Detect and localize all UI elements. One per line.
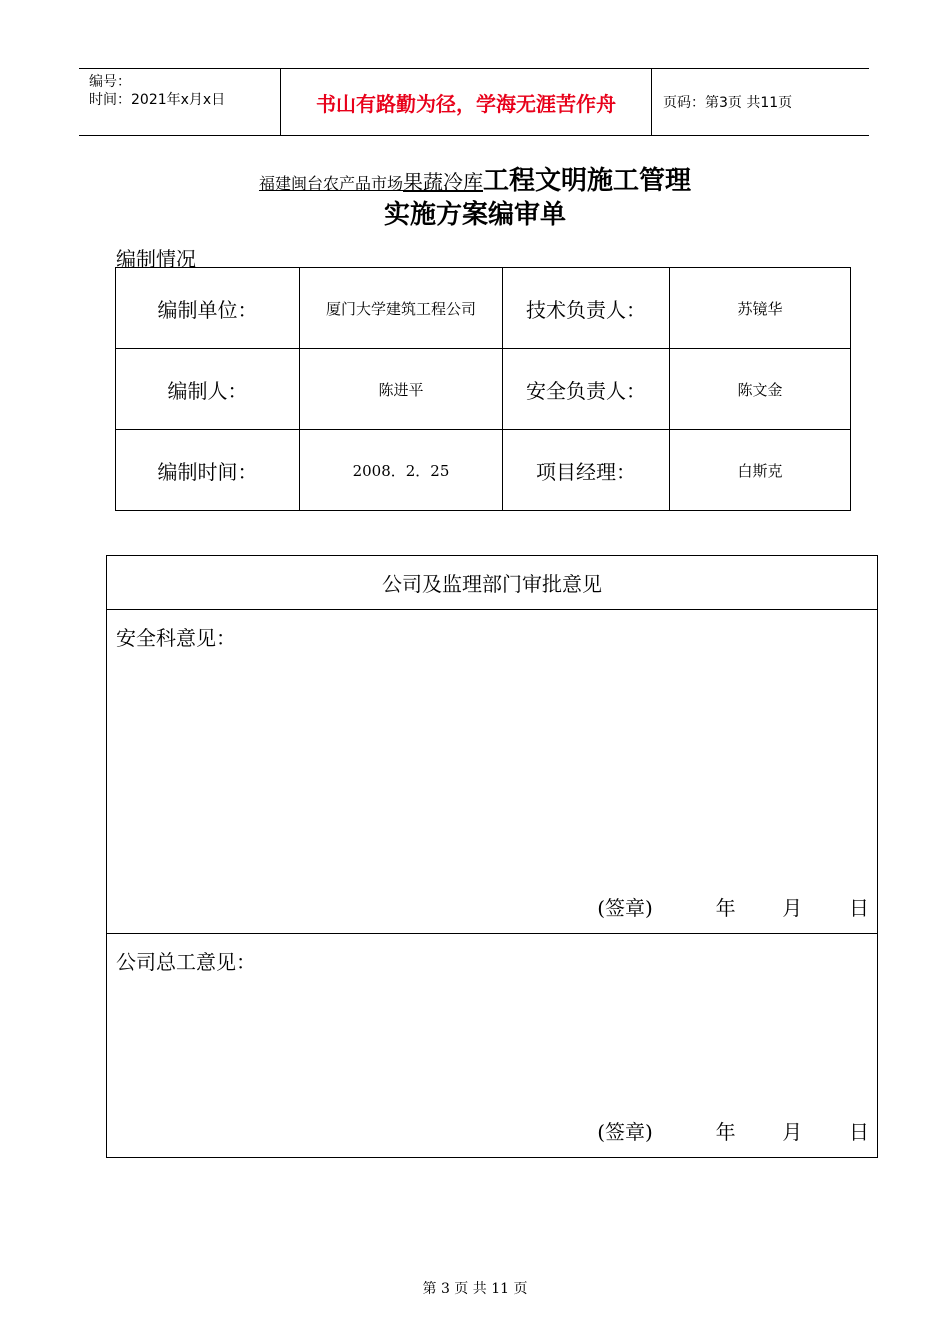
info-value: 2008．2．25 [300,430,503,511]
opinion-label: 安全科意见： [116,626,236,650]
page-header [79,68,869,136]
day-label: 日 [849,896,869,920]
info-label: 安全负责人： [503,349,670,430]
info-value: 苏镜华 [670,268,851,349]
opinion-label: 公司总工意见： [116,950,256,974]
header-meta [79,69,280,135]
info-value: 陈文金 [670,349,851,430]
document-title [0,160,950,197]
info-label: 编制单位： [116,268,300,349]
header-time: 时间：2021年x月x日 [89,92,226,108]
month-label: 月 [782,896,803,920]
year-label: 年 [715,896,736,920]
header-page-code: 页码：第3页 共11页 [663,95,793,111]
document-subtitle: 实施方案编审单 [383,200,566,230]
day-label: 日 [849,1120,869,1144]
info-table [115,267,851,511]
section-label: 编制情况 [116,247,196,271]
seal-label: (签章) [597,896,653,920]
info-label: 编制人： [116,349,300,430]
approval-heading: 公司及监理部门审批意见 [107,556,877,610]
title-part1: 福建闽台农产品市场 [258,174,403,193]
opinion-section-safety [107,610,877,934]
header-motto: 书山有路勤为径，学海无涯苦作舟 [280,69,652,135]
header-number: 编号： [89,74,131,90]
title-part3: 工程文明施工管理 [483,166,692,196]
signature-line [597,1116,869,1145]
info-label: 技术负责人： [503,268,670,349]
year-label: 年 [715,1120,736,1144]
table-row [116,349,851,430]
seal-label: (签章) [597,1120,653,1144]
table-row [116,430,851,511]
info-value: 白斯克 [670,430,851,511]
info-label: 编制时间： [116,430,300,511]
approval-table [106,555,878,1158]
month-label: 月 [782,1120,803,1144]
opinion-section-chief-engineer [107,934,877,1157]
signature-line [597,892,869,921]
table-row [116,268,851,349]
info-value: 陈进平 [300,349,503,430]
info-label: 项目经理： [503,430,670,511]
title-part2: 果蔬冷库 [403,170,483,194]
info-value: 厦门大学建筑工程公司 [300,268,503,349]
page-footer: 第 3 页 共 11 页 [422,1281,528,1297]
